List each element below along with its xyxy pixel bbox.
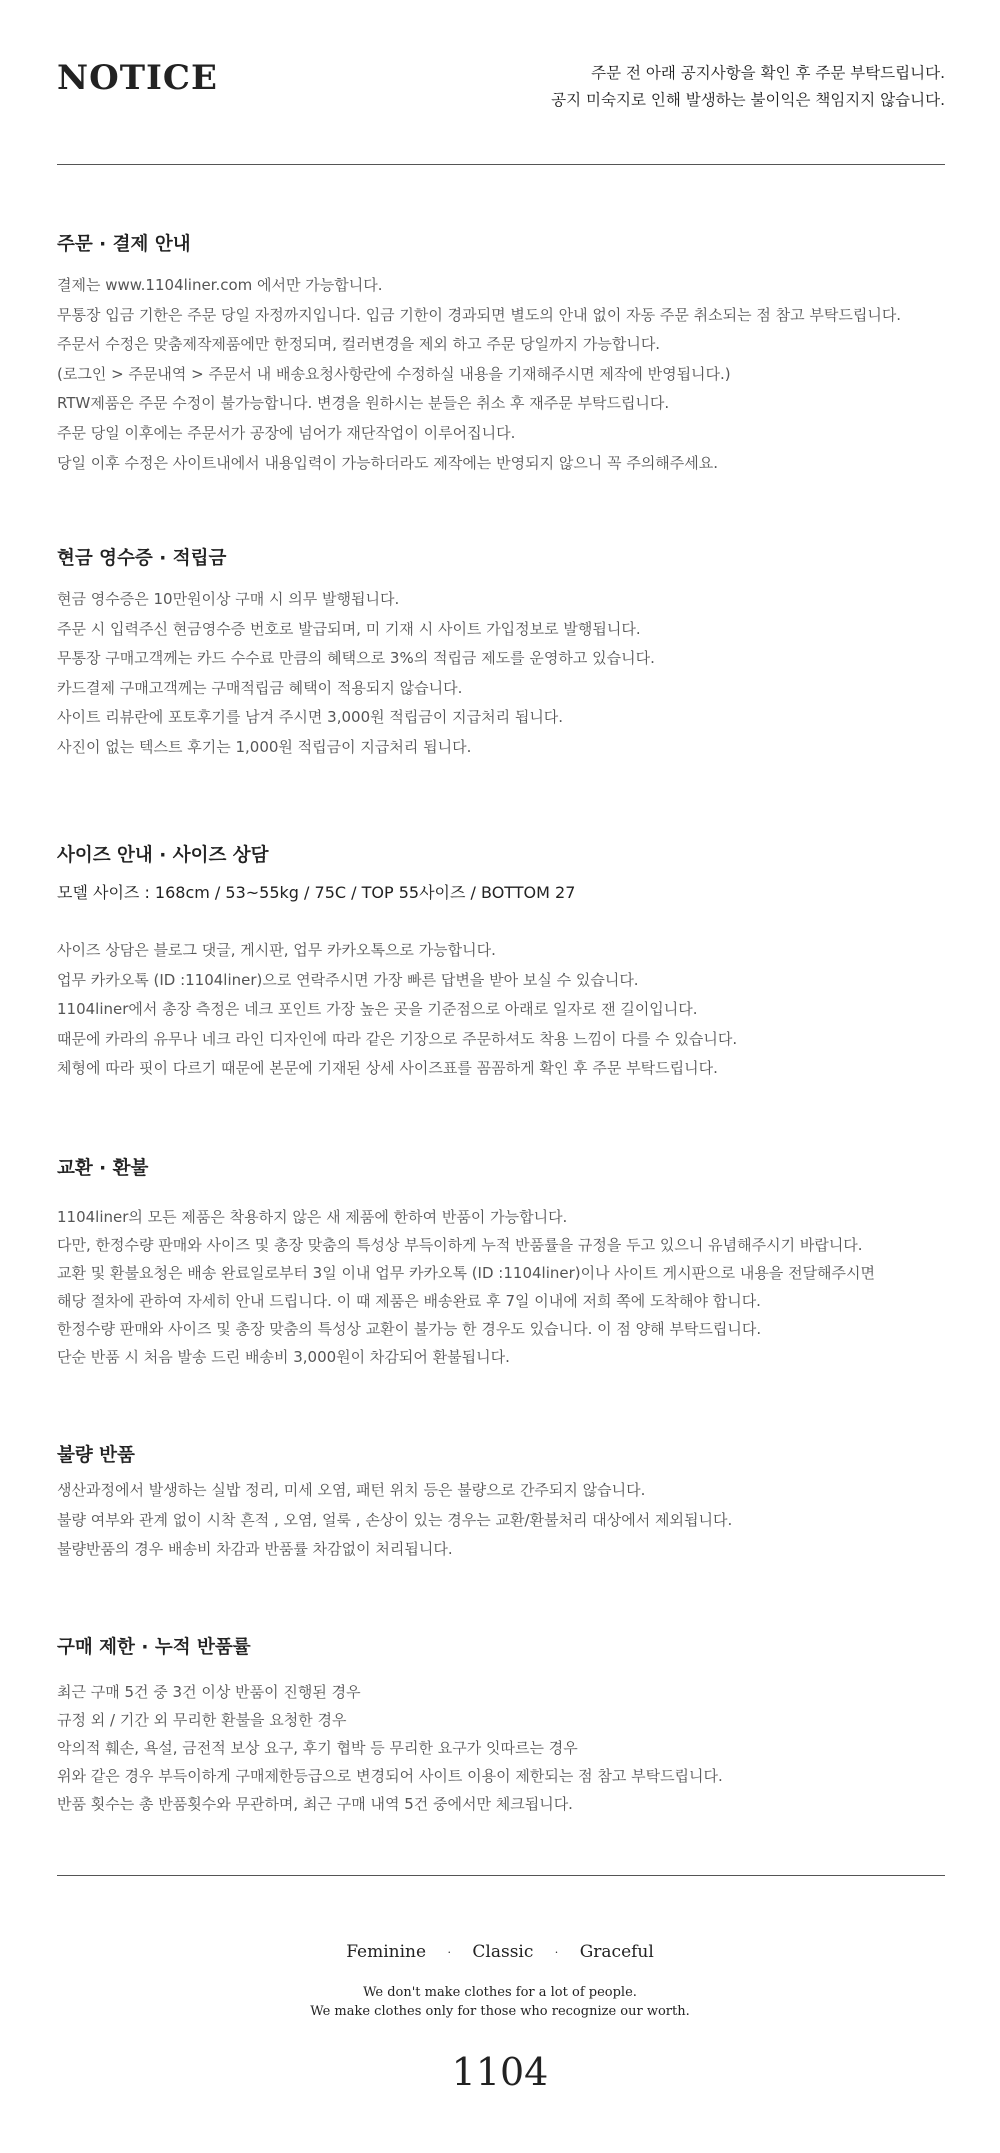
- text-line: 불량 여부와 관계 없이 시착 흔적 , 오염, 얼룩 , 손상이 있는 경우는 교환/환불처리 대상에서 제외됩니다.: [57, 1510, 733, 1529]
- text-line: 단순 반품 시 처음 발송 드린 배송비 3,000원이 차감되어 환불됩니다.: [57, 1348, 510, 1366]
- section-order-payment: [57, 229, 957, 478]
- brand-motto: [0, 1983, 1000, 2021]
- text-line: 1104liner의 모든 제품은 착용하지 않은 새 제품에 한하여 반품이 가능합니다.: [57, 1208, 568, 1226]
- section-receipt-points: [57, 543, 957, 763]
- text-line: 카드결제 구매고객께는 구매적립금 혜택이 적용되지 않습니다.: [57, 678, 463, 697]
- section-title: 불량 반품: [57, 1445, 135, 1466]
- text-line: 규정 외 / 기간 외 무리한 환불을 요청한 경우: [57, 1711, 347, 1729]
- tagline-separator: ·: [554, 1946, 559, 1959]
- text-line: 주문 시 입력주신 현금영수증 번호로 발급되며, 미 기재 시 사이트 가입정보로 발행됩니다.: [57, 619, 641, 638]
- text-line: 한정수량 판매와 사이즈 및 총장 맞춤의 특성상 교환이 불가능 한 경우도 있습니다. 이 점 양해 부탁드립니다.: [57, 1320, 762, 1338]
- tagline-word: Feminine: [346, 1942, 427, 1962]
- motto-line: We make clothes only for those who recognize our worth.: [310, 2004, 690, 2019]
- text-line: (로그인 > 주문내역 > 주문서 내 배송요청사항란에 수정하실 내용을 기재해주시면 제작에 반영됩니다.): [57, 364, 731, 383]
- text-line: 불량반품의 경우 배송비 차감과 반품률 차감없이 처리됩니다.: [57, 1540, 453, 1559]
- motto-line: We don't make clothes for a lot of people.: [363, 1985, 637, 2000]
- notice-desc-line: 공지 미숙지로 인해 발생하는 불이익은 책임지지 않습니다.: [551, 91, 945, 109]
- notice-description: [551, 60, 945, 114]
- text-line: RTW제품은 주문 수정이 불가능합니다. 변경을 원하시는 분들은 취소 후 재주문 부탁드립니다.: [57, 394, 670, 413]
- text-line: 사진이 없는 텍스트 후기는 1,000원 적립금이 지급처리 됩니다.: [57, 737, 472, 756]
- section-body: [57, 936, 957, 1084]
- text-line: 결제는 www.1104liner.com 에서만 가능합니다.: [57, 276, 383, 294]
- text-line: 때문에 카라의 유무나 네크 라인 디자인에 따라 같은 기장으로 주문하셔도 착용 느낌이 다를 수 있습니다.: [57, 1029, 738, 1048]
- section-body: [57, 1203, 957, 1371]
- text-line: 주문 당일 이후에는 주문서가 공장에 넘어가 재단작업이 이루어집니다.: [57, 423, 516, 442]
- text-line: 사이즈 상담은 블로그 댓글, 게시판, 업무 카카오톡으로 가능합니다.: [57, 941, 496, 959]
- text-line: 당일 이후 수정은 사이트내에서 내용입력이 가능하더라도 제작에는 반영되지 않으니 꼭 주의해주세요.: [57, 453, 719, 472]
- section-purchase-limit: [57, 1632, 957, 1818]
- page-title: NOTICE: [57, 58, 218, 98]
- text-line: 최근 구매 5건 중 3건 이상 반품이 진행된 경우: [57, 1683, 361, 1701]
- text-line: 현금 영수증은 10만원이상 구매 시 의무 발행됩니다.: [57, 590, 400, 608]
- bottom-divider: [57, 1875, 945, 1876]
- section-title: 현금 영수증 · 적립금: [57, 548, 227, 569]
- text-line: 교환 및 환불요청은 배송 완료일로부터 3일 이내 업무 카카오톡 (ID :1104liner)이나 사이트 게시판으로 내용을 전달해주시면: [57, 1264, 876, 1282]
- text-line: 주문서 수정은 맞춤제작제품에만 한정되며, 컬러변경을 제외 하고 주문 당일까지 가능합니다.: [57, 335, 661, 354]
- top-divider: [57, 164, 945, 165]
- section-body: [57, 271, 957, 478]
- notice-desc-line: 주문 전 아래 공지사항을 확인 후 주문 부탁드립니다.: [591, 64, 945, 82]
- brand-logo: 1104: [451, 2050, 549, 2094]
- text-line: 다만, 한정수량 판매와 사이즈 및 총장 맞춤의 특성상 부득이하게 누적 반품률을 규정을 두고 있으니 유념해주시기 바랍니다.: [57, 1236, 863, 1254]
- text-line: 반품 횟수는 총 반품횟수와 무관하며, 최근 구매 내역 5건 중에서만 체크됩니다.: [57, 1795, 573, 1813]
- section-body: [57, 1476, 957, 1565]
- text-line: 체형에 따라 핏이 다르기 때문에 본문에 기재된 상세 사이즈표를 꼼꼼하게 확인 후 주문 부탁드립니다.: [57, 1059, 718, 1078]
- section-body: [57, 1678, 957, 1818]
- text-line: 사이트 리뷰란에 포토후기를 남겨 주시면 3,000원 적립금이 지급처리 됩니다.: [57, 708, 564, 727]
- section-title: 구매 제한 · 누적 반품률: [57, 1637, 251, 1658]
- section-exchange-refund: [57, 1153, 957, 1371]
- text-line: 무통장 입금 기한은 주문 당일 자정까지입니다. 입금 기한이 경과되면 별도의 안내 없이 자동 주문 취소되는 점 참고 부탁드립니다.: [57, 305, 902, 324]
- text-line: 업무 카카오톡 (ID :1104liner)으로 연락주시면 가장 빠른 답변을 받아 보실 수 있습니다.: [57, 970, 639, 989]
- section-body: [57, 585, 957, 763]
- text-line: 무통장 구매고객께는 카드 수수료 만큼의 혜택으로 3%의 적립금 제도를 운영하고 있습니다.: [57, 649, 655, 668]
- text-line: 생산과정에서 발생하는 실밥 정리, 미세 오염, 패턴 위치 등은 불량으로 간주되지 않습니다.: [57, 1481, 646, 1499]
- section-size-guide: [57, 840, 957, 1084]
- text-line: 악의적 훼손, 욕설, 금전적 보상 요구, 후기 협박 등 무리한 요구가 잇따르는 경우: [57, 1739, 578, 1757]
- section-title: 주문 · 결제 안내: [57, 234, 191, 255]
- section-title: 사이즈 안내 · 사이즈 상담: [57, 845, 269, 866]
- brand-tagline: [0, 1942, 1000, 1962]
- section-title: 교환 · 환불: [57, 1158, 149, 1179]
- notice-header: [57, 0, 945, 165]
- text-line: 위와 같은 경우 부득이하게 구매제한등급으로 변경되어 사이트 이용이 제한되는 점 참고 부탁드립니다.: [57, 1767, 723, 1785]
- tagline-word: Graceful: [579, 1942, 654, 1962]
- model-size: 모델 사이즈 : 168cm / 53~55kg / 75C / TOP 55사이즈 / BOTTOM 27: [57, 883, 576, 902]
- tagline-word: Classic: [472, 1942, 534, 1962]
- tagline-separator: ·: [447, 1946, 451, 1959]
- text-line: 해당 절차에 관하여 자세히 안내 드립니다. 이 때 제품은 배송완료 후 7일 이내에 저희 쪽에 도착해야 합니다.: [57, 1292, 761, 1310]
- section-defective-return: [57, 1440, 957, 1565]
- text-line: 1104liner에서 총장 측정은 네크 포인트 가장 높은 곳을 기준점으로 아래로 일자로 잰 길이입니다.: [57, 1000, 698, 1019]
